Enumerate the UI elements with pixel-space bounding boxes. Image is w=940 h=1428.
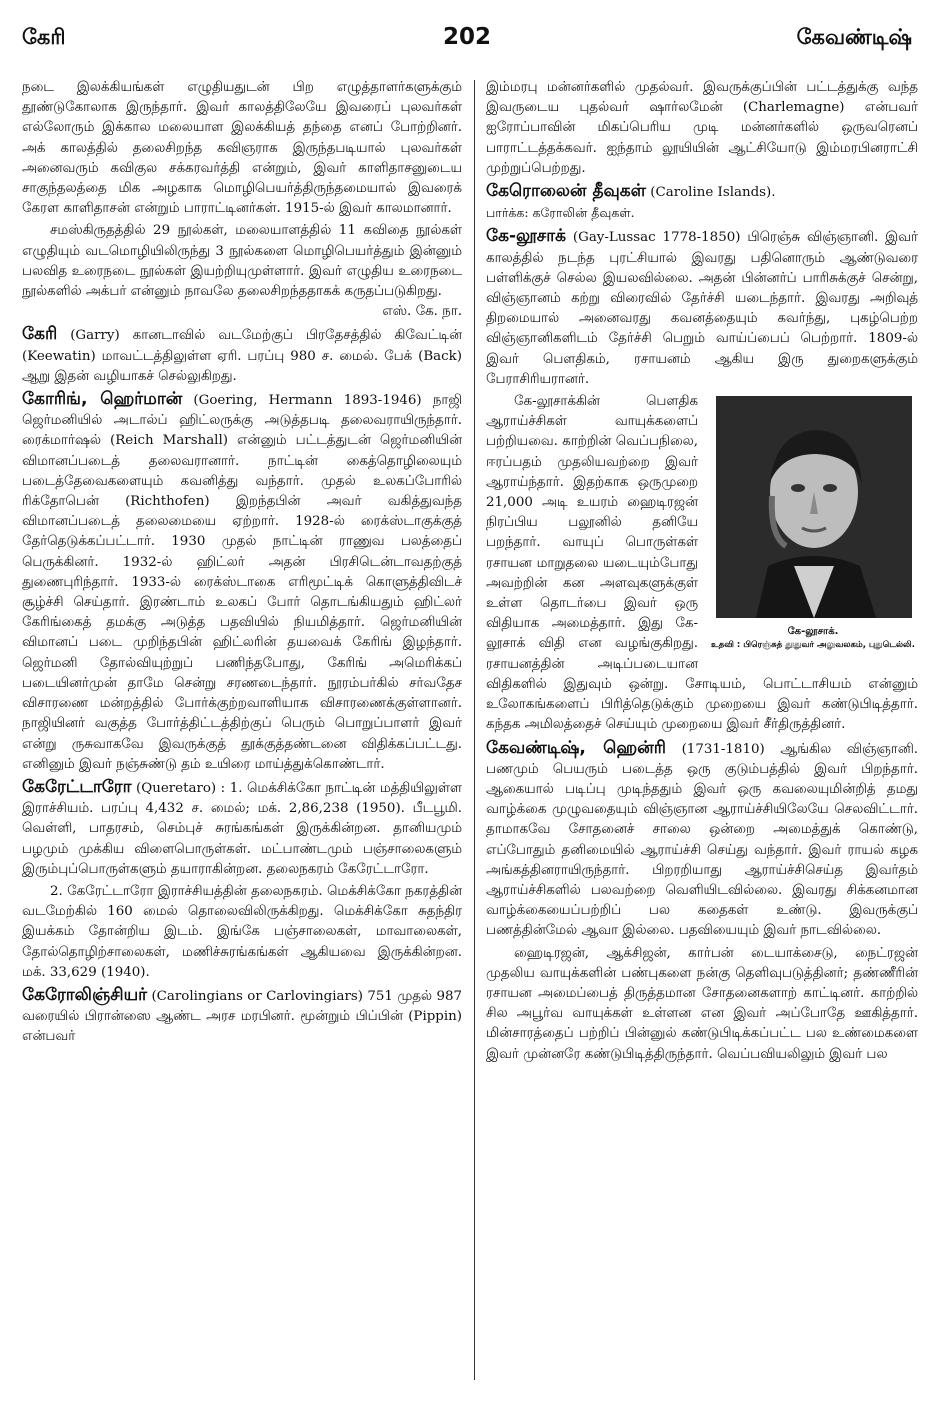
page-number: 202 — [442, 24, 491, 50]
entry-body: (1731-1810) ஆங்கில விஞ்ஞானி. பணமும் பெயரும் படைத்த ஒரு குடும்பத்தில் இவர் பிறந்தார். ஆகையால் படிப்பு முடிந்ததும் இவர் ஒரு கவலையுமின்றித் தமது வாழ்க்கை முழுவதையும் விஞ்ஞான ஆராய்ச்சியிலேயே செலவிட்டார். தாமாகவே சோதனைச் சாலை ஒன்றை அமைத்துக் கொண்டு, எப்போதும் தனிமையில் ஆராய்ச்சி செய்து வந்தார். இவர் ராயல் கழக அங்கத்தினராயிருந்தார். பிறரறியாது ஆராய்ச்சிசெய்த இவர்தம் ஆராய்ச்சிகளில் பலவற்றை வெளியிடவில்லை. இவரது சிக்கனமான வாழ்க்கையைப்பற்றிப் பல கதைகள் உண்டு. இவருக்குப் பணத்தின்மேல் ஆவா இல்லை. பதவியையும் இவர் நாடவில்லை. — [486, 741, 918, 939]
entry-cavendish — [486, 738, 918, 942]
entry-heading: கேரி — [22, 324, 58, 345]
entry-heading: கோரிங், ஹெர்மான் — [22, 389, 183, 410]
entry-body: (Caroline Islands). — [650, 185, 776, 201]
entry-body: (Queretaro) : 1. மெக்சிக்கோ நாட்டின் மத்தியிலுள்ள இராச்சியம். பரப்பு 4,432 ச. மைல்; மக். 2,86,238 (1950). பீடபூமி. வெள்ளி, பாதரசம், செம்புச் சுரங்கங்கள் இருக்கின்றன. தானியமும் பழமும் முக்கிய விளைபொருள்கள். மட்பாண்டமும் பஞ்சாலைகளும் இரும்புப்பொருள்களும் தயாராகின்றன. தலைநகரம் கேரேட்டாரோ. — [22, 780, 462, 877]
portrait-caption: கே-லூசாக். — [787, 626, 839, 638]
gay-lussac-research-paragraph: கே-லூசாக்கின் பௌதிக ஆராய்ச்சிகள் வாயுக்களைப் பற்றியவை. காற்றின் வெப்பநிலை, ஈரப்பதம் முதலியவற்றை இவர் ஆராய்ந்தார். இதற்காக ஒருமுறை 21,000 அடி உயரம் ஹைடிரஜன் நிரப்பிய பலூனில் தனியே பறந்தார். வாயுப் பொருள்கள் ரசாயன மாறுதலை யடையும்போது அவற்றின் கன அளவுகளுக்குள் உள்ள தொடர்பை இவர் ஒரு விதியாக அமைத்தார். இது கே-லூசாக் விதி என வழங்குகிறது. ரசாயனத்தின் அடிப்படையான விதிகளில் இதுவும் ஒன்று. சோடியம், பொட்டாசியம் என்னும் உலோகங்களைப் பிரித்தெடுக்கும் முறையை இவர் கண்டுபிடித்தார். கந்தக அமிலத்தைச் செய்யும் முறையை இவர் சீர்திருத்தினர். — [486, 394, 918, 733]
entry-queretaro — [22, 777, 462, 880]
works-text: சமஸ்கிருதத்தில் 29 நூல்கள், மலையாளத்தில் 11 கவிதை நூல்கள் எழுதியும் வடமொழியிலிருந்து 3 நூல்களை மொழிபெயர்த்தும் இன்னும் பலவித உரைநடை நூல்கள் இயற்றியுமுள்ளார். இவர் எழுதிய உரைநடை நூல்களில் அக்பர் என்னும் நாவலே தலைசிறந்ததாகக் கருதப்படுகிறது. — [22, 223, 462, 300]
entry-heading: கேரோலிஞ்சியர் — [22, 984, 148, 1005]
entry-gay-lussac — [486, 226, 918, 390]
works-paragraph — [22, 221, 462, 322]
running-head-left: கேரி — [22, 25, 66, 49]
entry-heading: கேரேட்டாரோ — [22, 776, 132, 797]
portrait-image — [716, 396, 912, 618]
running-head-right: கேவண்டிஷ் — [796, 25, 912, 49]
queretaro-city-paragraph: 2. கேரேட்டாரோ இராச்சியத்தின் தலைநகரம். மெக்சிக்கோ நகரத்தின் வடமேற்கில் 160 மைல் தொலைவிலிருக்கிறது. மெக்சிக்கோ சுதந்திர இயக்கம் தோன்றிய இடம். இங்கே பஞ்சாலைகள், மாவாலைகள், தோல்தொழிற்சாலைகள், மணிச்சுரங்கங்கள் ஆகியவை இருக்கின்றன. மக். 33,629 (1940). — [22, 883, 462, 980]
entry-body: (Gay-Lussac 1778-1850) பிரெஞ்சு விஞ்ஞானி. இவர் காலத்தில் நடந்த புரட்சியால் இவரது பதினொரும் ஆண்டுவரை பள்ளிக்குச் செல்ல இயலவில்லை. அதன் பின்னர்ப் பாரிசுக்குச் சென்று, விஞ்ஞானம் கற்று விரைவில் தேர்ச்சி யடைந்தார். இவரது அறிவுத் திறமையால் அனைவரது கவனத்தையும் கவர்ந்து, புகழ்பெற்ற விஞ்ஞானிகளிடம் தேர்ச்சி பெறும் வாய்ப்பைப் பெற்றார். 1809-ல் இவர் பௌதிகம், ரசாயனம் ஆகிய இரு துறைகளுக்கும் பேராசிரியரானர். — [486, 230, 918, 387]
entry-body: (Carolingians or Carlovingiars) 751 முதல் 987 வரையில் பிரான்ஸை ஆண்ட அரச மரபினர். மூன்றும் பிப்பின் (Pippin) என்பவர் — [22, 988, 462, 1045]
page-header — [22, 22, 912, 56]
entry-caroline-islands — [486, 181, 918, 224]
author-signature: எஸ். கே. நா. — [382, 304, 462, 320]
entry-heading: கேவண்டிஷ், ஹென்ரி — [486, 737, 666, 758]
cavendish-discoveries-paragraph: ஹைடிரஜன், ஆக்சிஜன், கார்பன் டையாக்சைடு, நைட்ரஜன் முதலிய வாயுக்களின் பண்புகளை நன்கு தெளிவுபடுத்தினர்; தண்ணீரின் ரசாயன அமைப்பைத் திருத்தமான சோதனைகளாற் காட்டினர். காற்றில் சில அபூர்வ வாயுக்கள் உள்ளன என இவர் அப்போதே ஊகித்தார். மின்சாரத்தைப் பற்றிப் பின்னுல் கண்டுபிடிக்கப்பட்ட பல உண்மைகளை இவர் முன்னரே கண்டுபிடித்திருந்தார். வெப்பவியலிலும் இவர் பல — [486, 945, 918, 1062]
continued-paragraph: இம்மரபு மன்னர்களில் முதல்வர். இவருக்குப்பின் பட்டத்துக்கு வந்த இவருடைய புதல்வர் ஷார்லமேன் (Charlemagne) என்பவர் ஐரோப்பாவின் மிகப்பெரிய முடி மன்னர்களில் ஒருவரெனப் பாராட்டத்தக்கவர். ஐந்தாம் லூயியின் ஆட்சியோடு இம்மரபினராட்சி முற்றுப்பெற்றது. — [486, 80, 918, 176]
continued-paragraph: நடை இலக்கியங்கள் எழுதியதுடன் பிற எழுத்தாளர்களுக்கும் தூண்டுகோலாக இருந்தார். இவர் காலத்திலேயே இவரைப் புலவர்கள் எல்லோரும் இக்கால மலையாள இலக்கியத் தந்தை எனப் போற்றினர். அக் காலத்தில் தலைசிறந்த கவிஞராக இருந்தபடியால் புலவர்கள் அனைவரும் கவிகுல சக்கரவர்த்தி என்றும், இவர் காளிதாசனுடைய சாகுந்தலத்தை மிக அழகாக மொழிபெயர்த்திருந்தமையால் இவரைக் கேரள காளிதாசன் என்றும் பாராட்டினர்கள். 1915-ல் இவர் காலமானார். — [22, 80, 462, 217]
entry-goering — [22, 389, 462, 775]
entry-heading: கேரொலைன் தீவுகள் — [486, 181, 646, 202]
entry-heading: கே-லூசாக் — [486, 226, 566, 247]
entry-garry — [22, 324, 462, 387]
entry-body: (Goering, Hermann 1893-1946) நாஜி ஜெர்மனியில் அடால்ப் ஹிட்லருக்கு அடுத்தபடி தலைவராயிருந்தார். ரைக்மார்ஷல் (Reich Marshall) என்னும் பட்டத்துடன் ஜெர்மனியின் விமானப்படைத் தலைவரானார். நாட்டின் கைத்தொழிலையும் படைத்தேவைகளையும் கவனித்து வந்தார். முதல் உலகப்போரில் ரிக்தோபென் (Richthofen) இறந்தபின் அவர் வகித்துவந்த விமானப்படைத் தலைமையை ஏற்றார். 1928-ல் ரைக்ஸ்டாகுக்குத் தேர்தெடுக்கப்பட்டார். 1930 முதல் நாட்டின் ராணுவ பலத்தைப் பெருக்கினர். 1932-ல் ஹிட்லர் அதன் பிரசிடென்டாவதற்குத் துணைபுரிந்தார். 1933-ல் ரைக்ஸ்டாகை எரிமூட்டிக் கொளுத்திவிடச் சூழ்ச்சி செய்தார். இரண்டாம் உலகப் போர் தொடங்கியதும் ஹிட்லர் கேரிங்கைத் தமக்கு அடுத்த பதவியில் நியமித்தார். ஜெர்மனியின் விமானப் படை முறிந்தபின் ஹிட்லரின் தயவைக் கேரிங் இழந்தார். ஜெர்மனி தோல்வியுற்றுப் பணிந்தபோது, கேரிங் அமெரிக்கப் படையினர்முன் தாமே சென்று சரணடைந்தார். நூரம்பர்கில் சர்வதேச விசாரணை மன்றத்தில் போர்க்குற்றவாளியாக விசாரணைக்குள்ளானர். நாஜியினர் வகுத்த போர்த்திட்டத்திற்குப் பெரும் பொறுப்பாளர் இவர் என்று ருசுவாகவே இவருக்குத் தூக்குத்தண்டனை விதிக்கப்பட்டது. எனினும் இவர் நஞ்சுண்டு தம் உயிரை மாய்த்துக்கொண்டார். — [22, 393, 462, 772]
entry-carolingians — [22, 985, 462, 1048]
right-column — [486, 78, 918, 1067]
portrait-illustration — [716, 396, 912, 618]
portrait-figure — [708, 396, 918, 652]
see-also-reference: பார்க்க: கரோலின் தீவுகள். — [486, 205, 635, 221]
portrait-credit: உதவி : பிரெஞ்சுத் தூதுவர் அலுவலகம், புதுடெல்லி. — [711, 640, 915, 651]
entry-body: (Garry) கானடாவில் வடமேற்குப் பிரதேசத்தில் கிவேட்டின் (Keewatin) மாவட்டத்திலுள்ள ஏரி. பரப்பு 980 ச. மைல். பேக் (Back) ஆறு இதன் வழியாகச் செல்லுகிறது. — [22, 328, 463, 384]
left-column — [22, 78, 462, 1050]
column-divider — [474, 80, 475, 1380]
